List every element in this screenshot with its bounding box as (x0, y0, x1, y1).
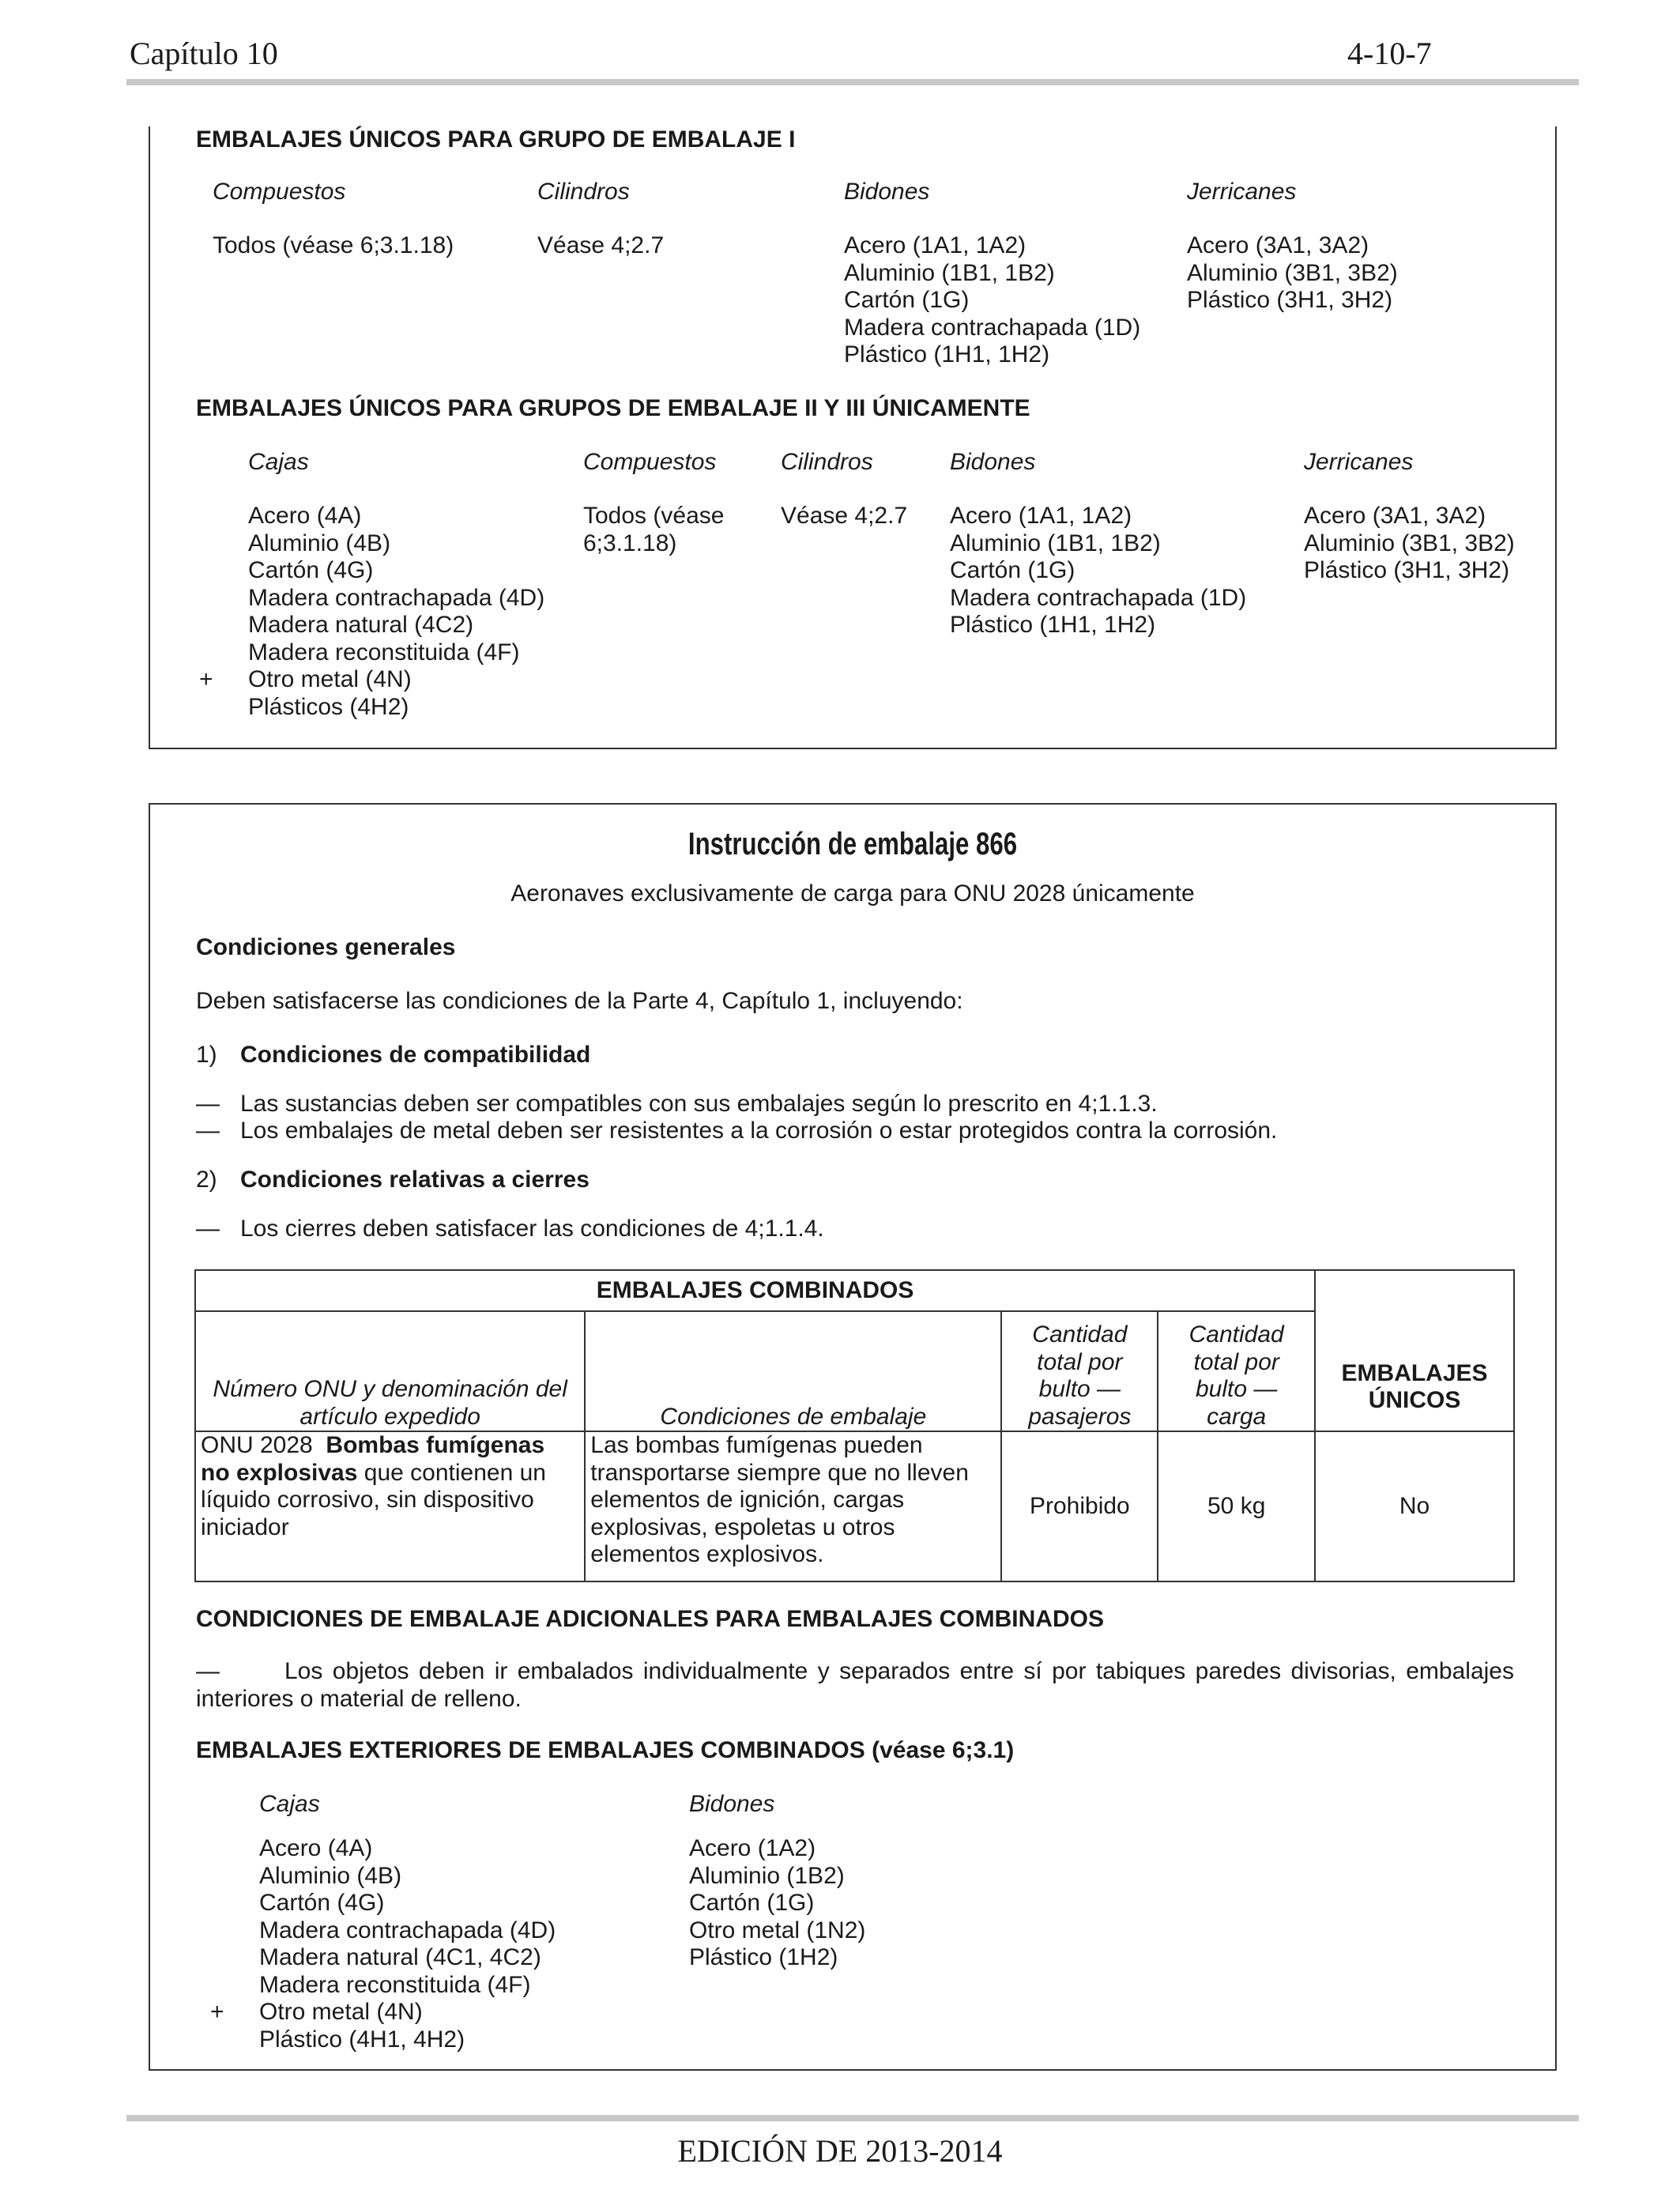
header-line: Cantidad (1188, 1321, 1284, 1348)
header-line: carga (1207, 1403, 1267, 1430)
header-line: total por (1193, 1348, 1279, 1375)
text-line: Todos (véase (583, 503, 725, 529)
header-line: Número ONU y denominación del (213, 1376, 567, 1402)
list-item: Madera reconstituida (4F) (259, 1971, 531, 1998)
header-line: artículo expedido (299, 1403, 480, 1430)
text-line: 6;3.1.18) (583, 530, 677, 556)
pg1-cilindros-value: Véase 4;2.7 (537, 232, 665, 258)
list-item: Cartón (4G) (248, 557, 374, 583)
un-name-bold: Bombas fumígenas (326, 1432, 545, 1458)
pg23-col-cilindros: Cilindros (781, 449, 873, 475)
list-item: Madera contrachapada (1D) (844, 314, 1141, 341)
page-number: 4-10-7 (1347, 36, 1432, 71)
pg23-jerricanes-list (1304, 503, 1515, 585)
header-rule (126, 79, 1579, 85)
general-conditions-heading: Condiciones generales (196, 934, 456, 960)
list-item: Acero (1A1, 1A2) (844, 232, 1026, 258)
pg23-col-jerricanes: Jerricanes (1304, 449, 1414, 475)
pg1-heading: EMBALAJES ÚNICOS PARA GRUPO DE EMBALAJE I (196, 126, 796, 153)
top-packaging-box (149, 126, 1557, 749)
condition-1-title: Condiciones de compatibilidad (240, 1042, 591, 1068)
list-item: Acero (3A1, 3A2) (1304, 503, 1486, 529)
header-line: EMBALAJES (1341, 1359, 1488, 1386)
un-number-header (195, 1311, 585, 1431)
passenger-quantity-header (1001, 1311, 1158, 1431)
condition-1-item-2: Los embalajes de metal deben ser resistentes a la corrosión o estar protegidos contra la corrosión. (240, 1118, 1278, 1144)
list-item: Aluminio (1B2) (689, 1862, 845, 1889)
list-item: Aluminio (4B) (259, 1862, 402, 1889)
un-name-text: líquido corrosivo, sin dispositivo (201, 1487, 534, 1513)
list-item: Plástico (3H1, 3H2) (1304, 557, 1510, 583)
general-conditions-intro: Deben satisfacerse las condiciones de la Parte 4, Capítulo 1, incluyendo: (196, 988, 963, 1014)
pg23-plus-mark: + (199, 666, 213, 692)
list-item: Otro metal (4N) (259, 1999, 423, 2025)
list-item: Acero (4A) (259, 1835, 373, 1861)
list-item: Aluminio (4B) (248, 530, 391, 556)
outer-col-cajas: Cajas (259, 1791, 320, 1817)
outer-plus-mark: + (210, 1999, 224, 2025)
chapter-label: Capítulo 10 (130, 36, 278, 71)
list-item: Madera contrachapada (4D) (259, 1917, 556, 1943)
outer-packagings-heading: EMBALAJES EXTERIORES DE EMBALAJES COMBINADOS (véase 6;3.1) (196, 1737, 1015, 1763)
list-item: Plástico (4H1, 4H2) (259, 2026, 465, 2053)
single-packagings-cell: No (1315, 1431, 1514, 1581)
condition-1-number: 1) (196, 1042, 217, 1068)
header-line: Cantidad (1032, 1321, 1128, 1348)
condition-2-item-1: Los cierres deben satisfacer las condiciones de 4;1.1.4. (240, 1216, 824, 1242)
outer-cajas-list (259, 1835, 556, 2053)
condition-2-title: Condiciones relativas a cierres (240, 1167, 590, 1193)
header-line: bulto — (1038, 1376, 1121, 1402)
dash-mark: — (196, 1118, 220, 1144)
combined-packagings-table (194, 1269, 1515, 1582)
text-line: elementos explosivos. (590, 1541, 824, 1567)
list-item: Otro metal (1N2) (689, 1917, 866, 1943)
table-row (195, 1431, 1514, 1581)
pg1-jerricanes-list (1187, 232, 1398, 315)
list-item: Plásticos (4H2) (248, 693, 409, 720)
pg1-compuestos-value: Todos (véase 6;3.1.18) (213, 232, 454, 258)
list-item: Cartón (1G) (950, 557, 1075, 583)
condition-1-item-1: Las sustancias deben ser compatibles con sus embalajes según lo prescrito en 4;1.1.3. (240, 1091, 1158, 1117)
pg23-cilindros-value: Véase 4;2.7 (781, 503, 908, 529)
pg1-col-compuestos: Compuestos (213, 179, 346, 205)
list-item: Madera natural (4C2) (248, 612, 474, 638)
un-name-bold: no explosivas (201, 1459, 358, 1486)
list-item: Aluminio (1B1, 1B2) (844, 259, 1055, 286)
instruction-subtitle: Aeronaves exclusivamente de carga para ONU 2028 únicamente (510, 880, 1195, 907)
pg1-col-bidones: Bidones (844, 179, 930, 205)
header-line: pasajeros (1028, 1403, 1132, 1430)
list-item: Otro metal (4N) (248, 666, 412, 692)
text-line: transportarse siempre que no lleven (590, 1459, 969, 1486)
header-line: bulto — (1196, 1376, 1278, 1402)
un-number: ONU 2028 (201, 1432, 313, 1458)
dash-mark: — (196, 1658, 220, 1684)
list-item: Madera contrachapada (4D) (248, 584, 545, 611)
list-item: Plástico (3H1, 3H2) (1187, 287, 1393, 313)
pg23-cajas-list (248, 503, 544, 721)
un-entry-cell (195, 1431, 585, 1581)
dash-mark: — (196, 1216, 220, 1242)
outer-bidones-list (689, 1835, 865, 1972)
list-item: Plástico (1H2) (689, 1944, 838, 1970)
header-line: ÚNICOS (1368, 1387, 1461, 1413)
list-item: Acero (3A1, 3A2) (1187, 232, 1369, 258)
list-item: Plástico (1H1, 1H2) (950, 612, 1156, 638)
pg1-col-jerricanes: Jerricanes (1187, 179, 1297, 205)
list-item: Madera natural (4C1, 4C2) (259, 1944, 541, 1970)
pg23-col-cajas: Cajas (248, 449, 309, 475)
pg23-compuestos-value (583, 503, 724, 557)
edition-footer: EDICIÓN DE 2013-2014 (677, 2133, 1003, 2169)
pg1-bidones-list (844, 232, 1140, 369)
pg23-heading: EMBALAJES ÚNICOS PARA GRUPOS DE EMBALAJE II Y III ÚNICAMENTE (196, 395, 1030, 421)
list-item: Madera contrachapada (1D) (950, 584, 1247, 611)
un-name-text: que contienen un (363, 1459, 546, 1486)
list-item: Cartón (1G) (844, 287, 970, 313)
cargo-quantity-header (1158, 1311, 1315, 1431)
outer-col-bidones: Bidones (689, 1791, 775, 1817)
footer-rule (126, 2115, 1579, 2121)
list-item: Aluminio (3B1, 3B2) (1187, 259, 1398, 286)
pg23-col-bidones: Bidones (950, 449, 1036, 475)
list-item: Madera reconstituida (4F) (248, 639, 520, 665)
packing-conditions-cell (585, 1431, 1001, 1581)
list-item: Cartón (4G) (259, 1890, 385, 1916)
text-line: elementos de ignición, cargas (590, 1487, 905, 1513)
text-line: explosivas, espoletas u otros (590, 1514, 895, 1540)
single-packagings-header (1315, 1270, 1514, 1431)
condition-2-number: 2) (196, 1167, 217, 1193)
un-name-text: iniciador (201, 1514, 289, 1540)
passenger-quantity-cell: Prohibido (1001, 1431, 1158, 1581)
additional-conditions-text: Los objetos deben ir embalados individualmente y separados entre sí por tabiques paredes divisorias, embalajes interiores o material de relleno. (196, 1658, 1514, 1712)
list-item: Aluminio (3B1, 3B2) (1304, 530, 1515, 556)
combined-group-header: EMBALAJES COMBINADOS (195, 1270, 1315, 1311)
pg23-bidones-list (950, 503, 1246, 639)
list-item: Acero (4A) (248, 503, 362, 529)
additional-conditions-heading: CONDICIONES DE EMBALAJE ADICIONALES PARA EMBALAJES COMBINADOS (196, 1606, 1104, 1632)
pg23-col-compuestos: Compuestos (583, 449, 717, 475)
header-line: total por (1037, 1348, 1123, 1375)
list-item: Plástico (1H1, 1H2) (844, 341, 1050, 368)
text-line: Las bombas fumígenas pueden (590, 1432, 923, 1458)
instruction-title: Instrucción de embalaje 866 (687, 827, 1018, 861)
packing-conditions-header: Condiciones de embalaje (585, 1311, 1001, 1431)
list-item: Aluminio (1B1, 1B2) (950, 530, 1161, 556)
list-item: Cartón (1G) (689, 1890, 815, 1916)
cargo-quantity-cell: 50 kg (1158, 1431, 1315, 1581)
pg1-col-cilindros: Cilindros (537, 179, 630, 205)
list-item: Acero (1A2) (689, 1835, 816, 1861)
list-item: Acero (1A1, 1A2) (950, 503, 1132, 529)
dash-mark: — (196, 1091, 220, 1117)
